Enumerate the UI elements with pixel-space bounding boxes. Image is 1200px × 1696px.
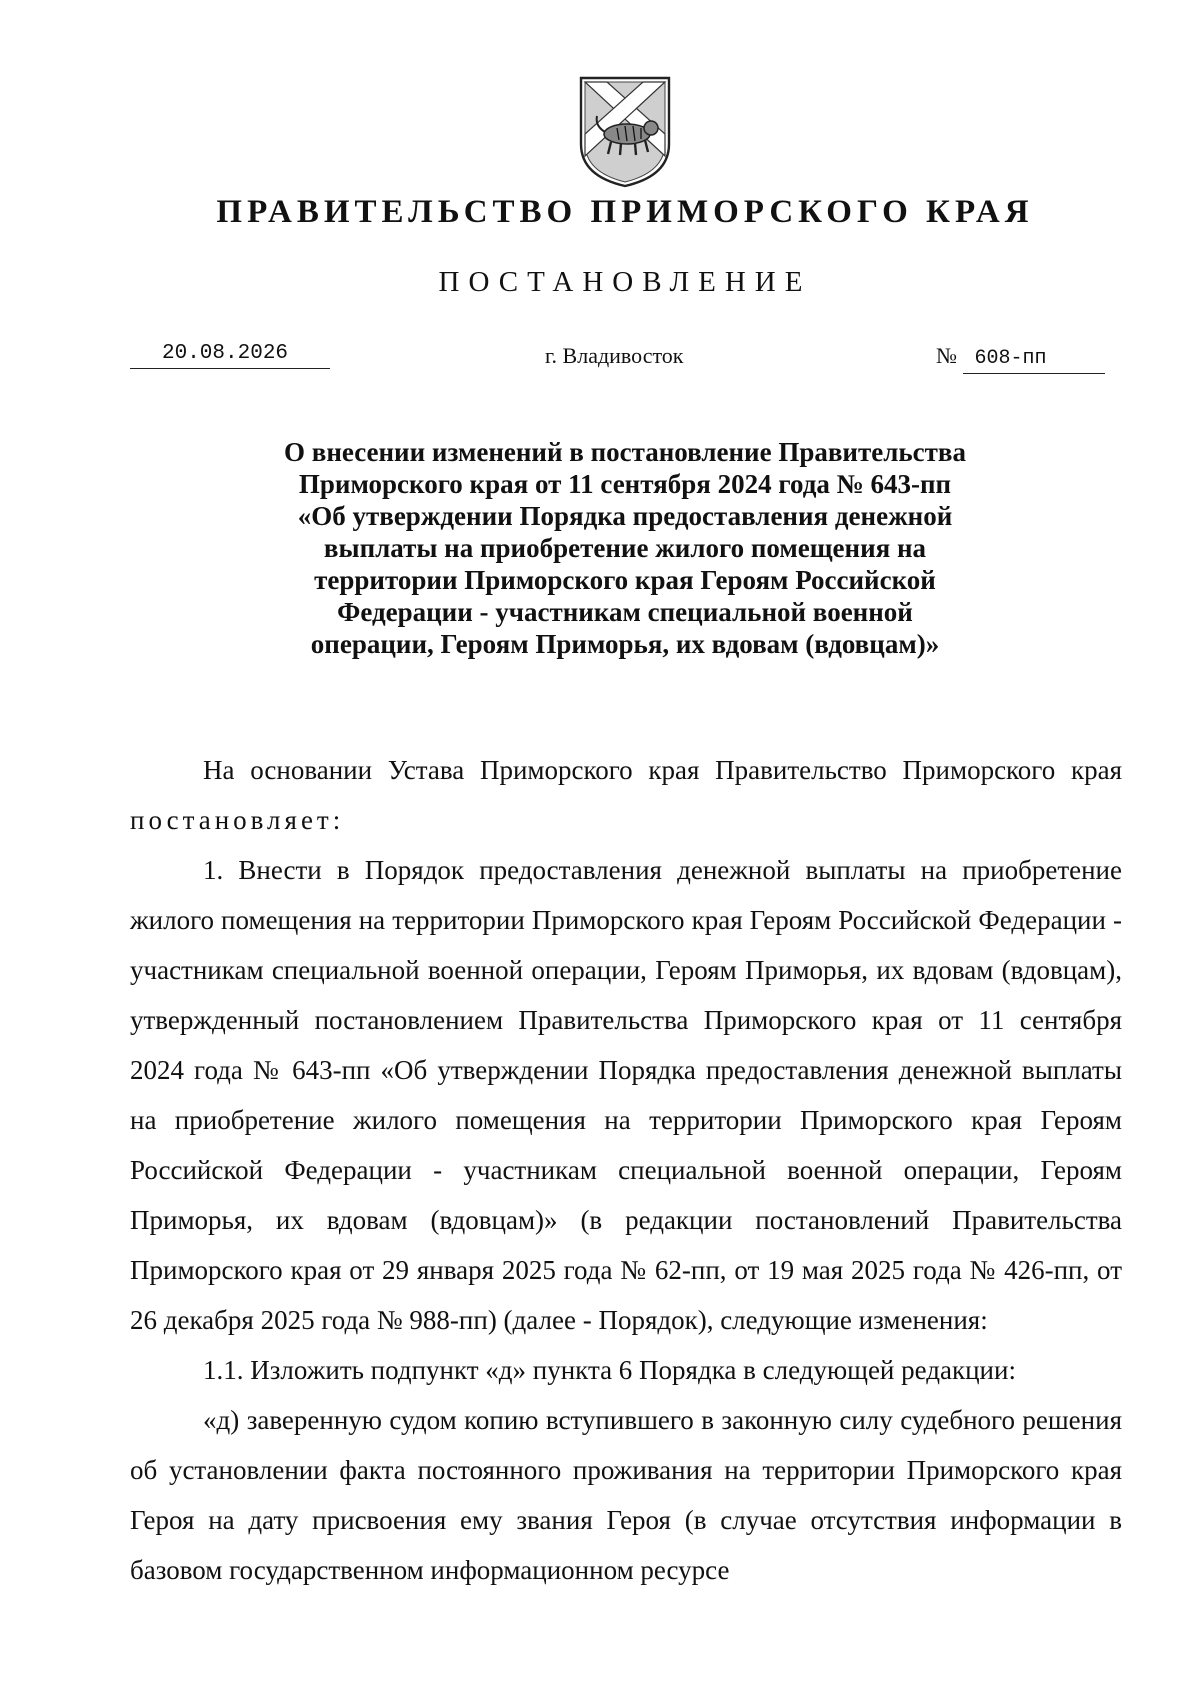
heading-line: «Об утверждении Порядка предоставления денежной xyxy=(297,501,953,531)
heading-line: операции, Героям Приморья, их вдовам (вдовцам)» xyxy=(310,629,940,659)
document-number: 608-пп xyxy=(963,345,1105,374)
heading-line: территории Приморского края Героям Российской xyxy=(314,565,936,595)
body-paragraph-intro xyxy=(130,745,1122,845)
number-sign: № xyxy=(936,343,957,368)
body-paragraph: «д) заверенную судом копию вступившего в законную силу судебного решения об установлении факта постоянного проживания на территории Приморского края Героя на дату присвоения ему звания Героя (в случае отсутствия информации в базовом государственном информационном ресурсе xyxy=(130,1405,1122,1585)
organization-title: ПРАВИТЕЛЬСТВО ПРИМОРСКОГО КРАЯ xyxy=(216,194,1034,230)
document-date: 20.08.2026 xyxy=(130,340,330,369)
document-body xyxy=(130,745,1122,1595)
body-paragraph: 1.1. Изложить подпункт «д» пункта 6 Порядка в следующей редакции: xyxy=(203,1355,1016,1385)
heading-line: О внесении изменений в постановление Правительства xyxy=(284,437,966,467)
heading-line: выплаты на приобретение жилого помещения на xyxy=(323,533,927,563)
intro-text: На основании Устава Приморского края Правительство Приморского края xyxy=(203,755,1122,785)
coat-of-arms-icon xyxy=(573,72,677,190)
body-paragraph: 1. Внести в Порядок предоставления денежной выплаты на приобретение жилого помещения на территории Приморского края Героям Российской Федерации - участникам специальной военной операции, Героям Приморья, их вдовам (вдовцам), утвержденный постановлением Правительства Приморского края от 11 сентября 2024 года № 643-пп «Об утверждении Порядка предоставления денежной выплаты на приобретение жилого помещения на территории Приморского края Героям Российской Федерации - участникам специальной военной операции, Героям Приморья, их вдовам (вдовцам)» (в редакции постановлений Правительства Приморского края от 29 января 2025 года № 62-пп, от 19 мая 2025 года № 426-пп, от 26 декабря 2025 года № 988-пп) (далее - Порядок), следующие изменения: xyxy=(130,855,1122,1335)
document-heading xyxy=(230,436,1020,660)
intro-spaced-verb: постановляет: xyxy=(130,805,345,835)
heading-line: Федерации - участникам специальной военной xyxy=(337,597,913,627)
heading-line: Приморского края от 11 сентября 2024 года № 643-пп xyxy=(298,469,952,499)
document-type: ПОСТАНОВЛЕНИЕ xyxy=(438,266,812,298)
document-city: г. Владивосток xyxy=(545,343,684,368)
document-number-field xyxy=(936,342,1112,374)
